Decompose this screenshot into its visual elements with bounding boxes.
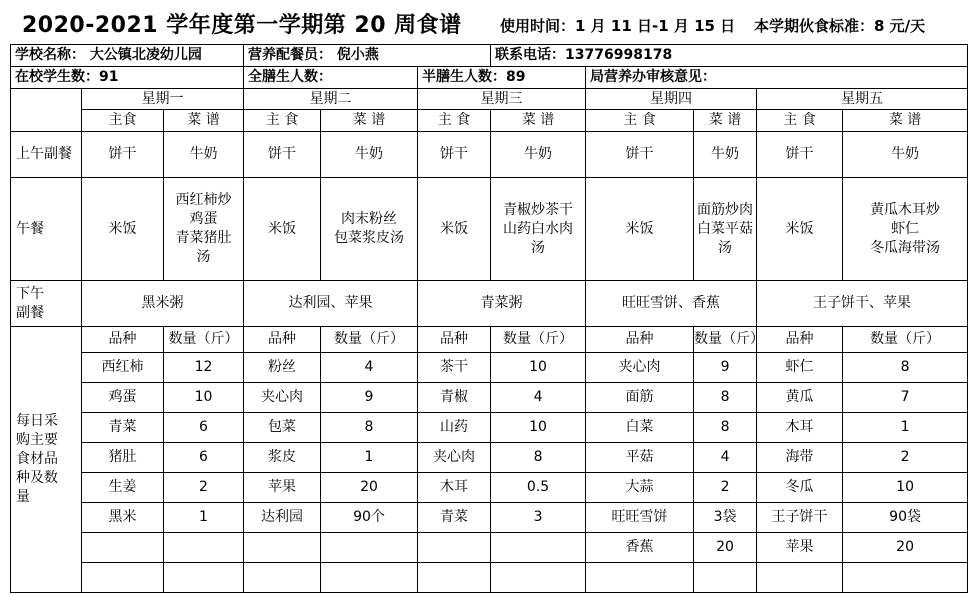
qty-cell: 8	[491, 443, 586, 473]
qty-cell: 10	[164, 383, 244, 413]
qty-cell: 3	[491, 503, 586, 533]
label-line: 购主要	[16, 432, 58, 448]
qty-cell: 6	[164, 413, 244, 443]
item-cell: 粉丝	[244, 353, 321, 383]
dish-line: 面筋炒肉	[697, 201, 754, 218]
day-friday: 星期五	[757, 89, 968, 110]
sub-header-row	[11, 110, 968, 132]
sub-header: 主 食	[586, 110, 694, 132]
qty-cell: 1	[321, 443, 418, 473]
menu-cell	[321, 178, 418, 281]
qty-cell: 7	[843, 383, 968, 413]
purchase-header: 数量（斤）	[843, 327, 968, 353]
item-cell: 鸡蛋	[82, 383, 164, 413]
item-cell	[586, 563, 694, 593]
qty-cell: 4	[694, 443, 757, 473]
purchase-header: 数量（斤）	[491, 327, 586, 353]
day-monday: 星期一	[82, 89, 244, 110]
dish-line: 青椒炒茶干	[503, 201, 574, 218]
menu-cell	[843, 178, 968, 281]
item-cell: 生姜	[82, 473, 164, 503]
pm-snack-label	[11, 281, 82, 327]
dish-line: 汤	[718, 239, 733, 256]
item-cell: 虾仁	[757, 353, 843, 383]
qty-cell	[164, 563, 244, 593]
qty-cell: 3袋	[694, 503, 757, 533]
qty-cell: 12	[164, 353, 244, 383]
label-line: 下午	[16, 285, 44, 302]
info-row-2	[11, 67, 968, 89]
dish-line: 白菜平菇	[697, 220, 754, 237]
item-cell: 包菜	[244, 413, 321, 443]
qty-cell	[694, 563, 757, 593]
menu-cell: 米饭	[418, 178, 491, 281]
am-snack-label: 上午副餐	[11, 132, 82, 178]
qty-cell: 10	[491, 413, 586, 443]
item-cell: 白菜	[586, 413, 694, 443]
purchase-row	[11, 563, 968, 593]
dish-line: 鸡蛋	[189, 211, 218, 227]
item-cell: 夹心肉	[418, 443, 491, 473]
menu-cell: 牛奶	[694, 132, 757, 178]
item-cell: 苹果	[244, 473, 321, 503]
pm-snack-cell: 黑米粥	[82, 281, 244, 327]
qty-cell: 1	[164, 503, 244, 533]
sub-header: 菜 谱	[694, 110, 757, 132]
item-cell: 冬瓜	[757, 473, 843, 503]
purchase-row	[11, 473, 968, 503]
purchase-header: 品种	[757, 327, 843, 353]
pm-snack-row	[11, 281, 968, 327]
dish-line: 虾仁	[891, 220, 920, 237]
purchase-row	[11, 413, 968, 443]
dish-line: 青菜猪肚	[175, 230, 232, 246]
item-cell: 苹果	[757, 533, 843, 563]
qty-cell	[843, 563, 968, 593]
qty-cell	[321, 533, 418, 563]
contact-phone: 联系电话：13776998178	[491, 45, 968, 67]
qty-cell: 8	[321, 413, 418, 443]
pm-snack-cell: 达利园、苹果	[244, 281, 418, 327]
lunch-label: 午餐	[11, 178, 82, 281]
menu-cell: 饼干	[586, 132, 694, 178]
item-cell: 黑米	[82, 503, 164, 533]
sub-header: 主食	[82, 110, 164, 132]
menu-cell: 饼干	[757, 132, 843, 178]
dish-line: 汤	[196, 249, 211, 265]
menu-cell: 牛奶	[164, 132, 244, 178]
purchase-header: 品种	[82, 327, 164, 353]
menu-cell	[491, 178, 586, 281]
item-cell: 青菜	[82, 413, 164, 443]
title-bar	[0, 0, 967, 44]
item-cell: 平菇	[586, 443, 694, 473]
sub-header: 主 食	[418, 110, 491, 132]
qty-cell	[321, 563, 418, 593]
qty-cell	[491, 533, 586, 563]
qty-cell: 0.5	[491, 473, 586, 503]
menu-cell: 牛奶	[843, 132, 968, 178]
pm-snack-cell: 青菜粥	[418, 281, 586, 327]
lunch-row	[11, 178, 968, 281]
purchase-row	[11, 353, 968, 383]
item-cell: 王子饼干	[757, 503, 843, 533]
qty-cell: 2	[164, 473, 244, 503]
qty-cell: 4	[491, 383, 586, 413]
label-line: 每日采	[16, 413, 58, 429]
purchase-header-row	[11, 327, 968, 353]
item-cell: 海带	[757, 443, 843, 473]
qty-cell: 10	[843, 473, 968, 503]
qty-cell	[164, 533, 244, 563]
qty-cell	[491, 563, 586, 593]
item-cell: 木耳	[418, 473, 491, 503]
purchase-row	[11, 443, 968, 473]
item-cell	[82, 563, 164, 593]
student-count: 在校学生数：91	[11, 67, 244, 89]
school-name: 学校名称： 大公镇北凌幼儿园	[11, 45, 244, 67]
menu-cell: 牛奶	[321, 132, 418, 178]
item-cell: 茶干	[418, 353, 491, 383]
item-cell	[418, 533, 491, 563]
item-cell: 夹心肉	[586, 353, 694, 383]
menu-cell: 饼干	[244, 132, 321, 178]
purchase-header: 数量（斤）	[694, 327, 757, 353]
item-cell: 面筋	[586, 383, 694, 413]
purchase-header: 品种	[586, 327, 694, 353]
nutritionist: 营养配餐员： 倪小燕	[244, 45, 491, 67]
sub-header: 主 食	[244, 110, 321, 132]
menu-cell: 米饭	[757, 178, 843, 281]
info-row-1	[11, 45, 968, 67]
dish-line: 汤	[531, 239, 546, 256]
item-cell	[757, 563, 843, 593]
item-cell	[82, 533, 164, 563]
item-cell: 黄瓜	[757, 383, 843, 413]
dish-line: 肉末粉丝	[341, 211, 398, 227]
qty-cell: 20	[694, 533, 757, 563]
dish-line: 西红柿炒	[175, 192, 232, 208]
pm-snack-cell: 旺旺雪饼、香蕉	[586, 281, 757, 327]
sub-header: 主 食	[757, 110, 843, 132]
menu-cell: 米饭	[244, 178, 321, 281]
item-cell: 达利园	[244, 503, 321, 533]
menu-cell: 米饭	[586, 178, 694, 281]
qty-cell: 9	[321, 383, 418, 413]
qty-cell: 8	[694, 413, 757, 443]
item-cell	[244, 563, 321, 593]
qty-cell: 9	[694, 353, 757, 383]
item-cell: 浆皮	[244, 443, 321, 473]
item-cell: 青椒	[418, 383, 491, 413]
item-cell: 旺旺雪饼	[586, 503, 694, 533]
item-cell	[418, 563, 491, 593]
qty-cell: 6	[164, 443, 244, 473]
qty-cell: 8	[843, 353, 968, 383]
purchase-header: 数量（斤）	[164, 327, 244, 353]
qty-cell: 20	[843, 533, 968, 563]
use-time: 使用时间：1 月 11 日-1 月 15 日	[500, 17, 736, 35]
purchase-header: 品种	[244, 327, 321, 353]
qty-cell: 8	[694, 383, 757, 413]
item-cell: 大蒜	[586, 473, 694, 503]
label-line: 种及数	[16, 470, 58, 486]
item-cell: 香蕉	[586, 533, 694, 563]
day-wednesday: 星期三	[418, 89, 586, 110]
qty-cell: 90袋	[843, 503, 968, 533]
label-line: 量	[16, 489, 30, 505]
sub-header: 菜 谱	[843, 110, 968, 132]
bureau-review: 局营养办审核意见：	[586, 67, 968, 89]
item-cell: 木耳	[757, 413, 843, 443]
dish-line: 山药白水肉	[503, 220, 574, 237]
menu-cell	[694, 178, 757, 281]
am-snack-row	[11, 132, 968, 178]
meal-standard: 本学期伙食标准：8 元/天	[754, 17, 926, 35]
menu-cell	[164, 178, 244, 281]
sub-header: 菜 谱	[491, 110, 586, 132]
dish-line: 包菜浆皮汤	[334, 230, 405, 246]
label-line: 食材品	[16, 451, 58, 467]
purchase-label	[11, 327, 82, 593]
qty-cell: 20	[321, 473, 418, 503]
day-thursday: 星期四	[586, 89, 757, 110]
purchase-row	[11, 533, 968, 563]
item-cell: 西红柿	[82, 353, 164, 383]
full-board-count: 全膳生人数：	[244, 67, 418, 89]
half-board-count: 半膳生人数：89	[418, 67, 586, 89]
purchase-row	[11, 383, 968, 413]
menu-cell: 牛奶	[491, 132, 586, 178]
dish-line: 黄瓜木耳炒	[870, 201, 941, 218]
day-tuesday: 星期二	[244, 89, 418, 110]
dish-line: 冬瓜海带汤	[870, 239, 941, 256]
purchase-row	[11, 503, 968, 533]
item-cell	[244, 533, 321, 563]
qty-cell: 10	[491, 353, 586, 383]
purchase-header: 数量（斤）	[321, 327, 418, 353]
item-cell: 猪肚	[82, 443, 164, 473]
menu-cell: 饼干	[82, 132, 164, 178]
menu-cell: 饼干	[418, 132, 491, 178]
qty-cell: 2	[843, 443, 968, 473]
item-cell: 青菜	[418, 503, 491, 533]
menu-cell: 米饭	[82, 178, 164, 281]
qty-cell: 90个	[321, 503, 418, 533]
sub-header: 菜 谱	[164, 110, 244, 132]
qty-cell: 1	[843, 413, 968, 443]
item-cell: 山药	[418, 413, 491, 443]
purchase-header: 品种	[418, 327, 491, 353]
label-line: 副餐	[16, 304, 44, 321]
sub-header: 菜 谱	[321, 110, 418, 132]
page-title: 2020-2021 学年度第一学期第 20 周食谱	[22, 13, 462, 38]
qty-cell: 4	[321, 353, 418, 383]
menu-table	[10, 44, 968, 593]
qty-cell: 2	[694, 473, 757, 503]
item-cell: 夹心肉	[244, 383, 321, 413]
corner-cell	[11, 89, 82, 132]
day-header-row	[11, 89, 968, 110]
pm-snack-cell: 王子饼干、苹果	[757, 281, 968, 327]
